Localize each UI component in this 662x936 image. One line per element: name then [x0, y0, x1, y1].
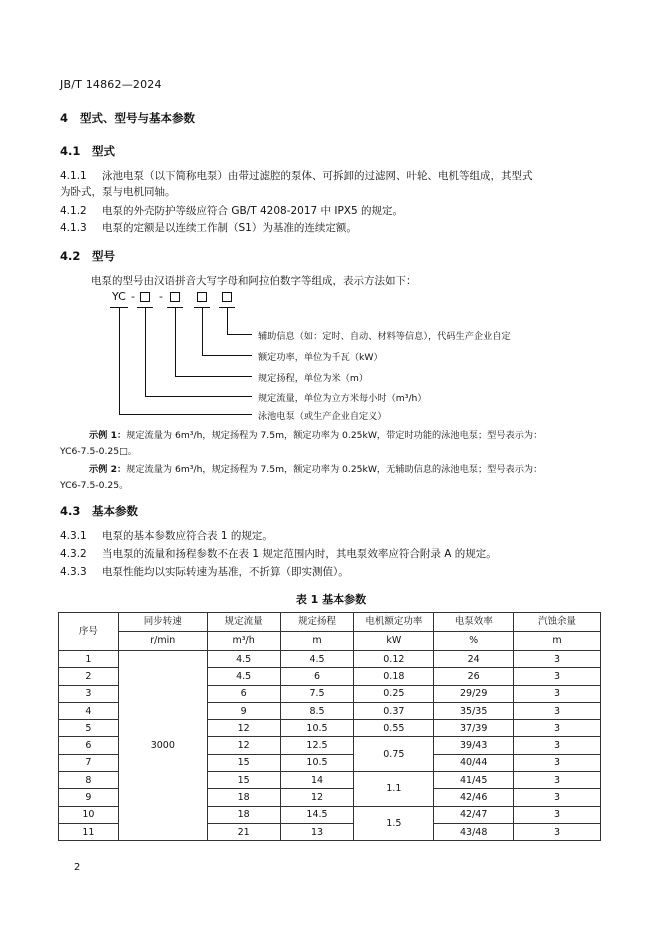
leader-line — [202, 355, 252, 356]
section-4-2-number: 4.2 — [60, 249, 81, 263]
clause-number: 4.3.2 — [60, 548, 87, 560]
clause-number: 4.3.3 — [60, 566, 87, 578]
table-unit-row — [59, 632, 601, 651]
cell-npsh: 3 — [514, 772, 601, 789]
section-4-3-number: 4.3 — [60, 504, 81, 518]
col-header: 同步转速 — [118, 613, 207, 632]
clause-4-3-3 — [60, 564, 349, 580]
aux-placeholder-box — [222, 292, 232, 302]
cell-npsh: 3 — [514, 806, 601, 823]
cell-npsh: 3 — [514, 823, 601, 840]
example-label: 示例 2： — [89, 464, 127, 475]
cell-efficiency: 41/45 — [434, 772, 514, 789]
cell-head: 12.5 — [280, 737, 354, 754]
cell-efficiency: 37/39 — [434, 720, 514, 737]
cell-flow: 6 — [207, 685, 280, 702]
cell-power: 0.37 — [354, 702, 434, 719]
rated-flow-label: 规定流量，单位为立方米每小时（m³/h） — [258, 393, 427, 404]
model-dash: - — [131, 290, 135, 303]
cell-no: 9 — [59, 789, 119, 806]
rated-power-label: 额定功率，单位为千瓦（kW） — [258, 352, 383, 363]
cell-no: 3 — [59, 685, 119, 702]
clause-number: 4.3.1 — [60, 530, 87, 542]
cell-head: 10.5 — [280, 754, 354, 771]
example-1-cont: YC6-7.5-0.25□。 — [60, 446, 137, 457]
pump-type-label: 泳池电泵（或生产企业自定义） — [258, 411, 387, 422]
col-header: 序号 — [59, 613, 119, 651]
head-placeholder-box — [170, 292, 180, 302]
section-4-1-number: 4.1 — [60, 144, 81, 158]
cell-flow: 12 — [207, 737, 280, 754]
cell-power: 0.75 — [354, 737, 434, 772]
cell-power: 0.55 — [354, 720, 434, 737]
cell-npsh: 3 — [514, 651, 601, 668]
section-4-2-title: 型号 — [92, 249, 115, 263]
col-header: 规定扬程 — [280, 613, 354, 632]
cell-npsh: 3 — [514, 668, 601, 685]
cell-flow: 4.5 — [207, 651, 280, 668]
cell-npsh: 3 — [514, 720, 601, 737]
parameters-table — [58, 612, 601, 841]
cell-efficiency: 42/46 — [434, 789, 514, 806]
rated-head-label: 规定扬程，单位为米（m） — [258, 373, 369, 384]
clause-text: 电泵性能均以实际转速为基准，不折算（即实测值）。 — [102, 566, 349, 578]
cell-head: 7.5 — [280, 685, 354, 702]
cell-no: 11 — [59, 823, 119, 840]
power-placeholder-box — [197, 292, 207, 302]
cell-flow: 18 — [207, 789, 280, 806]
aux-info-label: 辅助信息（如：定时、自动、材料等信息），代码生产企业自定 — [258, 331, 511, 342]
cell-npsh: 3 — [514, 685, 601, 702]
col-unit: m³/h — [207, 632, 280, 651]
cell-no: 8 — [59, 772, 119, 789]
leader-line — [227, 307, 228, 334]
cell-no: 10 — [59, 806, 119, 823]
clause-4-1-1-cont: 为卧式，泵与电机同轴。 — [60, 186, 176, 198]
clause-4-1-2 — [60, 203, 403, 219]
clause-4-1-1 — [60, 168, 533, 184]
leader-line — [119, 414, 252, 415]
clause-4-1-3 — [60, 220, 357, 236]
example-text: 规定流量为 6m³/h，规定扬程为 7.5m，额定功率为 0.25kW，带定时功能的泳池电泵；型号表示为： — [126, 430, 543, 441]
leader-line — [227, 334, 252, 335]
example-2-cont: YC6-7.5-0.25。 — [60, 480, 129, 491]
cell-no: 1 — [59, 651, 119, 668]
clause-number: 4.1.1 — [60, 170, 87, 182]
section-4-1-title: 型式 — [92, 144, 115, 158]
table-row — [59, 651, 601, 668]
cell-no: 4 — [59, 702, 119, 719]
section-4-3-heading — [60, 503, 138, 519]
cell-efficiency: 26 — [434, 668, 514, 685]
section-4-2-heading — [60, 248, 115, 264]
standard-code: JB/T 14862—2024 — [60, 78, 162, 91]
example-text: 规定流量为 6m³/h，规定扬程为 7.5m，额定功率为 0.25kW，无辅助信息的泳池电泵；型号表示为： — [126, 464, 543, 475]
clause-text: 电泵的基本参数应符合表 1 的规定。 — [102, 530, 273, 542]
col-unit: m — [280, 632, 354, 651]
cell-flow: 15 — [207, 772, 280, 789]
cell-power: 1.5 — [354, 806, 434, 841]
cell-flow: 12 — [207, 720, 280, 737]
example-1 — [89, 428, 542, 443]
cell-flow: 15 — [207, 754, 280, 771]
cell-efficiency: 29/29 — [434, 685, 514, 702]
clause-4-3-2 — [60, 546, 497, 562]
page-number: 2 — [74, 862, 81, 873]
cell-flow: 21 — [207, 823, 280, 840]
table-caption: 表 1 基本参数 — [295, 593, 367, 606]
cell-power: 0.12 — [354, 651, 434, 668]
leader-line — [175, 376, 252, 377]
section-4-3-title: 基本参数 — [92, 504, 138, 518]
cell-speed: 3000 — [118, 651, 207, 841]
table-header-row — [59, 613, 601, 632]
cell-npsh: 3 — [514, 737, 601, 754]
cell-power: 0.18 — [354, 668, 434, 685]
clause-text: 电泵的定额是以连续工作制（S1）为基准的连续定额。 — [102, 222, 357, 234]
cell-head: 10.5 — [280, 720, 354, 737]
col-header: 电机额定功率 — [354, 613, 434, 632]
cell-flow: 9 — [207, 702, 280, 719]
leader-line — [119, 307, 120, 414]
col-unit: m — [514, 632, 601, 651]
cell-head: 4.5 — [280, 651, 354, 668]
cell-npsh: 3 — [514, 702, 601, 719]
cell-no: 6 — [59, 737, 119, 754]
col-header: 汽蚀余量 — [514, 613, 601, 632]
example-2 — [89, 462, 542, 477]
clause-text: 电泵的外壳防护等级应符合 GB/T 4208-2017 中 IPX5 的规定。 — [102, 205, 404, 217]
cell-power: 0.25 — [354, 685, 434, 702]
cell-efficiency: 24 — [434, 651, 514, 668]
cell-efficiency: 39/43 — [434, 737, 514, 754]
cell-no: 5 — [59, 720, 119, 737]
model-intro: 电泵的型号由汉语拼音大写字母和阿拉伯数字等组成，表示方法如下： — [91, 275, 417, 287]
col-unit: % — [434, 632, 514, 651]
cell-head: 6 — [280, 668, 354, 685]
cell-efficiency: 42/47 — [434, 806, 514, 823]
cell-head: 14 — [280, 772, 354, 789]
col-header: 电泵效率 — [434, 613, 514, 632]
cell-efficiency: 35/35 — [434, 702, 514, 719]
cell-efficiency: 40/44 — [434, 754, 514, 771]
leader-line — [145, 396, 252, 397]
cell-head: 14.5 — [280, 806, 354, 823]
col-unit: kW — [354, 632, 434, 651]
section-4-number: 4 — [60, 111, 69, 125]
example-label: 示例 1： — [89, 430, 127, 441]
clause-4-3-1 — [60, 528, 273, 544]
model-dash: - — [159, 290, 163, 303]
clause-text: 泳池电泵（以下简称电泵）由带过滤腔的泵体、可拆卸的过滤网、叶轮、电机等组成，其型式 — [102, 170, 533, 182]
cell-flow: 18 — [207, 806, 280, 823]
cell-head: 8.5 — [280, 702, 354, 719]
cell-flow: 4.5 — [207, 668, 280, 685]
leader-line — [175, 307, 176, 376]
leader-line — [145, 307, 146, 396]
cell-head: 12 — [280, 789, 354, 806]
col-header: 规定流量 — [207, 613, 280, 632]
cell-no: 7 — [59, 754, 119, 771]
cell-npsh: 3 — [514, 789, 601, 806]
model-prefix: YC — [112, 290, 126, 303]
clause-number: 4.1.3 — [60, 222, 87, 234]
leader-line — [202, 307, 203, 355]
cell-npsh: 3 — [514, 754, 601, 771]
cell-power: 1.1 — [354, 772, 434, 807]
cell-efficiency: 43/48 — [434, 823, 514, 840]
section-4-title: 型式、型号与基本参数 — [80, 111, 195, 125]
clause-text: 当电泵的流量和扬程参数不在表 1 规定范围内时，其电泵效率应符合附录 A 的规定。 — [102, 548, 497, 560]
clause-number: 4.1.2 — [60, 205, 87, 217]
section-4-heading — [60, 110, 195, 126]
flow-placeholder-box — [140, 292, 150, 302]
section-4-1-heading — [60, 143, 115, 159]
col-unit: r/min — [118, 632, 207, 651]
cell-no: 2 — [59, 668, 119, 685]
cell-head: 13 — [280, 823, 354, 840]
